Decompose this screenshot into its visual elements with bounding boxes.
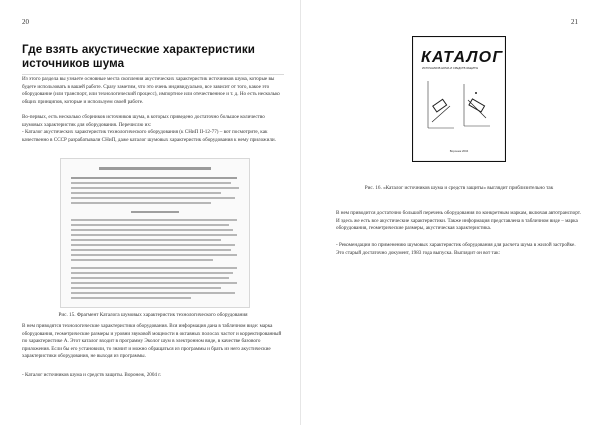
image-text-line	[71, 192, 221, 194]
image-text-line	[71, 249, 231, 251]
paragraph-catalog-contents	[336, 210, 582, 233]
image-text-line	[71, 297, 191, 299]
figure-16-caption: Рис. 16. «Каталог источников шума и средств защиты» выглядит приблизительно так	[364, 185, 554, 191]
image-text-line	[71, 239, 221, 241]
image-text-line	[71, 219, 237, 221]
page-number-right: 21	[571, 18, 578, 26]
page-gutter	[300, 0, 301, 425]
paragraph-text: Во-первых, есть несколько сборников источников шума, в которых приведено достаточно большое количество шумовых характеристик для оборудования. Перечислю их:	[22, 114, 265, 128]
image-text-line	[71, 277, 229, 279]
catalog-cover-footer: Воронеж 2004	[449, 149, 469, 153]
paragraph-text: В нем приводятся технологические характеристики оборудования. Вся информация дана в табличном виде: марка оборудования, геометрические размеры и уровни звуковой мощности в октавных полосах частот и корректированный по характеристике А. Этот каталог входит в программу Эколог шум в электронном виде, в качестве базового приложения. Если бы его установили, то значит и можно обращаться из программы и брать из него акустические характеристики оборудования, не выходя из программы.	[22, 323, 282, 359]
paragraph-recommendations	[336, 242, 582, 257]
image-text-line	[71, 182, 231, 184]
image-text-line	[71, 224, 229, 226]
catalog-cover-subtitle: ИСТОЧНИКОВ ШУМА И СРЕДСТВ ЗАЩИТЫ	[422, 67, 479, 70]
image-text-line	[71, 197, 235, 199]
paragraph-text: В нем приводится достаточно большой перечень оборудования по конкретным маркам, включая автотранспорт. И здесь же есть все акустические характеристики. Также информация представлена в табличном виде – марка оборудования, геометрические размеры, акустическая характеристика.	[336, 210, 581, 231]
image-text-line	[71, 259, 213, 261]
title-divider	[22, 74, 284, 75]
image-text-line	[71, 202, 211, 204]
section-title: Где взять акустические характеристики источников шума	[22, 43, 256, 70]
image-text-line	[99, 167, 211, 170]
paragraph-text: - Каталог акустических характеристик технологического оборудования (к СНиП II-12-77) – вот посмотрите, как качественно в СССР разрабатывали СНиП, даже каталог шумовых характеристик оборудования к нему приложили.	[22, 129, 276, 143]
image-text-line	[71, 254, 237, 256]
paragraph-text: - Рекомендации по применению шумовых характеристик оборудования для расчета шума в жилой застройке. Это старый достаточно документ, 1983 года выпуска. Выглядит он вот так:	[336, 242, 576, 256]
catalog-cover-title: КАТАЛОГ	[421, 49, 504, 66]
image-text-line	[71, 287, 221, 289]
image-text-line	[71, 282, 237, 284]
paragraph-intro	[22, 76, 284, 106]
image-heading-line	[131, 211, 179, 213]
image-text-line	[71, 292, 235, 294]
catalog-cover-image	[412, 36, 506, 162]
paragraph-text: - Каталог источников шума и средств защиты. Воронеж, 2004 г.	[22, 372, 162, 378]
image-text-line	[71, 244, 235, 246]
paragraph-text: Из этого раздела вы узнаете основные места скопления акустических характеристик источников шума, которые вы будете использовать в вашей работе. Сразу заметим, что это очень индивидуально, все зависит от того, какое это оборудование (или транспорт, или технологический процесс), импортное или отечественное и т. д. Но есть несколько общих принципов, которые и используем своей работе.	[22, 76, 280, 105]
image-text-line	[71, 177, 237, 179]
paragraph-sources	[22, 114, 284, 144]
image-text-line	[71, 272, 233, 274]
image-text-line	[71, 234, 237, 236]
catalog-fragment-image	[60, 158, 250, 308]
image-text-line	[71, 187, 239, 189]
catalog-cover-illustration	[424, 78, 494, 134]
figure-15-caption: Рис. 15. Фрагмент Каталога шумовых характеристик технологического оборудования	[58, 312, 248, 318]
paragraph-voronezh	[22, 372, 284, 380]
paragraph-catalog-desc	[22, 323, 284, 361]
image-text-line	[71, 229, 233, 231]
page-number-left: 20	[22, 18, 29, 26]
image-text-line	[71, 267, 237, 269]
